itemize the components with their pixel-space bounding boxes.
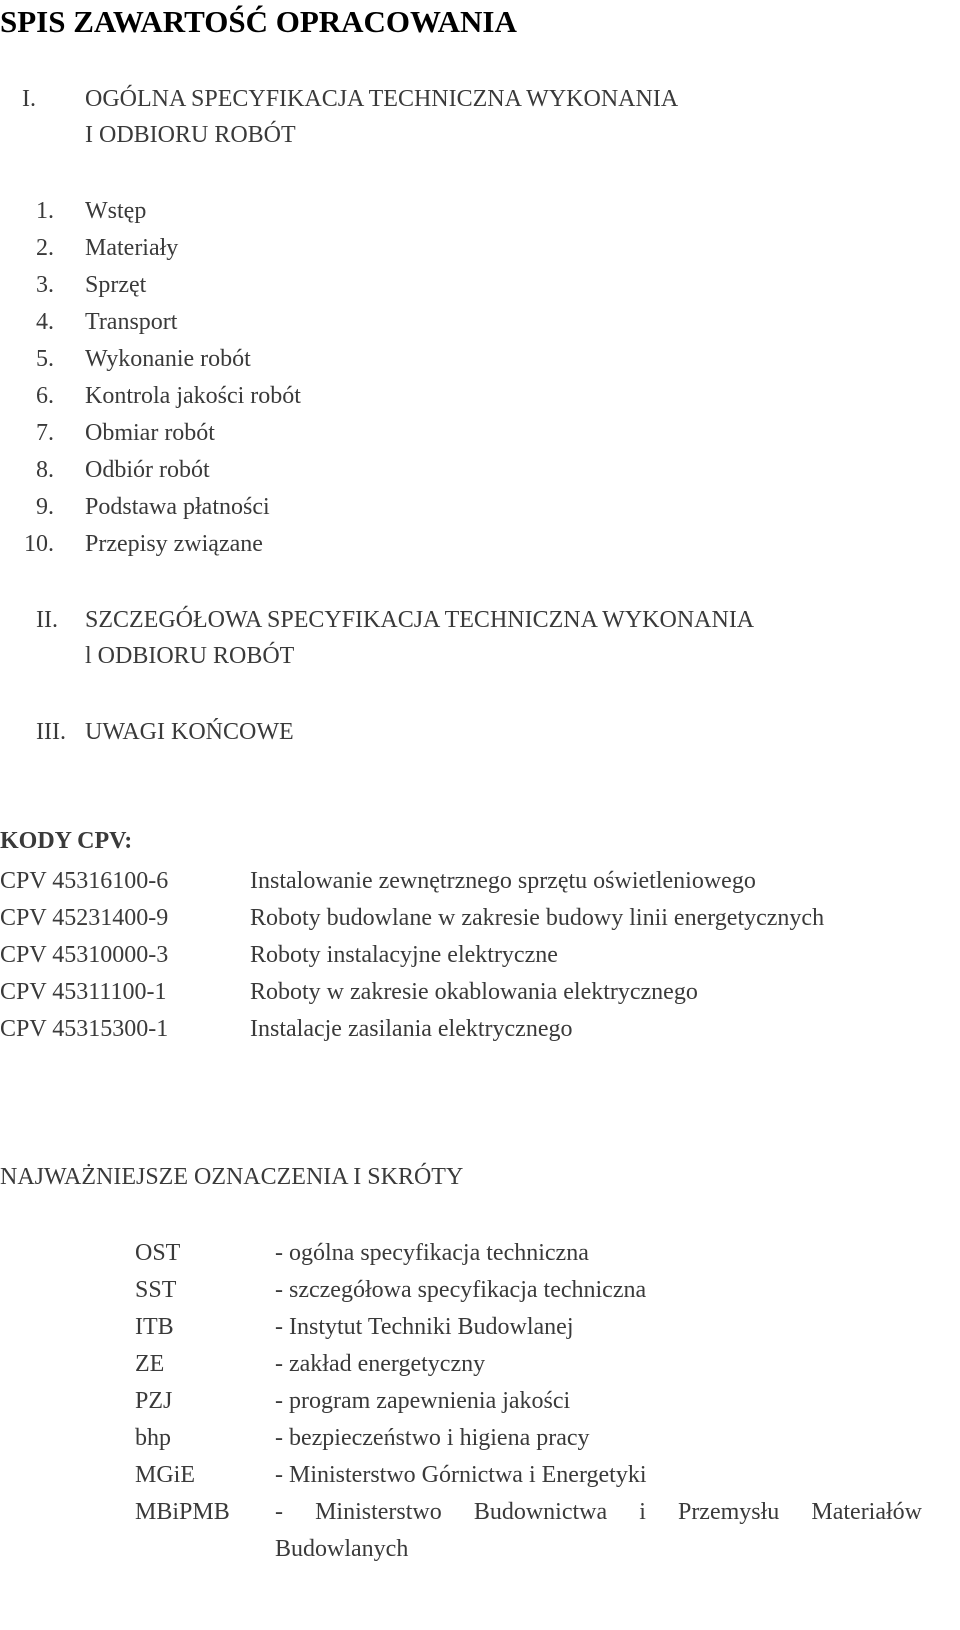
subitem-label: Odbiór robót (85, 457, 210, 483)
abbreviation: ITB (135, 1314, 174, 1340)
section-title: OGÓLNA SPECYFIKACJA TECHNICZNA WYKONANIA (85, 86, 679, 112)
abbreviation-description: - bezpieczeństwo i higiena pracy (275, 1425, 590, 1451)
subitem-label: Przepisy związane (85, 531, 263, 557)
subitem-label: Materiały (85, 235, 179, 261)
abbreviation: PZJ (135, 1388, 173, 1414)
abbreviation-description: - ogólna specyfikacja techniczna (275, 1240, 589, 1266)
cpv-description: Roboty budowlane w zakresie budowy linii energetycznych (250, 905, 825, 931)
cpv-heading: KODY CPV: (0, 828, 133, 854)
section-title: UWAGI KOŃCOWE (85, 719, 294, 745)
section-number: II. (36, 607, 58, 633)
abbreviation: MGiE (135, 1462, 195, 1488)
section-title-continued: l ODBIORU ROBÓT (85, 643, 295, 669)
abbreviation-description (275, 1497, 922, 1527)
cpv-description: Instalowanie zewnętrznego sprzętu oświetleniowego (250, 868, 756, 894)
section-title-continued: I ODBIORU ROBÓT (85, 122, 296, 148)
cpv-code: CPV 45315300-1 (0, 1016, 169, 1042)
cpv-code: CPV 45311100-1 (0, 979, 167, 1005)
abbreviation: ZE (135, 1351, 165, 1377)
subitem-label: Sprzęt (85, 272, 147, 298)
description-word: - (275, 1499, 283, 1525)
subitem-label: Kontrola jakości robót (85, 383, 301, 409)
description-word: Ministerstwo (315, 1499, 442, 1525)
subitem-number: 10. (24, 531, 54, 557)
subitem-label: Wykonanie robót (85, 346, 251, 372)
subitem-label: Transport (85, 309, 178, 335)
cpv-code: CPV 45231400-9 (0, 905, 169, 931)
abbreviation-description: - program zapewnienia jakości (275, 1388, 571, 1414)
subitem-label: Podstawa płatności (85, 494, 270, 520)
subitem-number: 5. (36, 346, 54, 372)
subitem-number: 7. (36, 420, 54, 446)
abbreviation-description-continued: Budowlanych (275, 1536, 409, 1562)
section-number: I. (22, 86, 36, 112)
subitem-number: 6. (36, 383, 54, 409)
description-word: Budownictwa (473, 1499, 608, 1525)
subitem-number: 8. (36, 457, 54, 483)
cpv-description: Instalacje zasilania elektrycznego (250, 1016, 573, 1042)
subitem-number: 3. (36, 272, 54, 298)
abbreviation-description: - szczegółowa specyfikacja techniczna (275, 1277, 647, 1303)
abbreviation: MBiPMB (135, 1499, 230, 1525)
cpv-code: CPV 45310000-3 (0, 942, 169, 968)
section-number: III. (36, 719, 66, 745)
subitem-number: 4. (36, 309, 54, 335)
subitem-label: Wstęp (85, 198, 147, 224)
abbreviation-description: - zakład energetyczny (275, 1351, 486, 1377)
abbreviation-description: - Instytut Techniki Budowlanej (275, 1314, 574, 1340)
cpv-code: CPV 45316100-6 (0, 868, 169, 894)
abbreviation: OST (135, 1240, 181, 1266)
subitem-number: 1. (36, 198, 54, 224)
section-title: SZCZEGÓŁOWA SPECYFIKACJA TECHNICZNA WYKONANIA (85, 607, 755, 633)
subitem-number: 2. (36, 235, 54, 261)
document-title: SPIS ZAWARTOŚĆ OPRACOWANIA (0, 4, 517, 39)
abbreviation-description: - Ministerstwo Górnictwa i Energetyki (275, 1462, 647, 1488)
abbreviations-heading: NAJWAŻNIEJSZE OZNACZENIA I SKRÓTY (0, 1164, 464, 1190)
subitem-label: Obmiar robót (85, 420, 215, 446)
description-word: Materiałów (811, 1499, 922, 1525)
description-word: Przemysłu (677, 1499, 780, 1525)
abbreviation: bhp (135, 1425, 171, 1451)
cpv-description: Roboty w zakresie okablowania elektrycznego (250, 979, 698, 1005)
description-word: i (639, 1499, 646, 1525)
subitem-number: 9. (36, 494, 54, 520)
cpv-description: Roboty instalacyjne elektryczne (250, 942, 558, 968)
abbreviation: SST (135, 1277, 177, 1303)
